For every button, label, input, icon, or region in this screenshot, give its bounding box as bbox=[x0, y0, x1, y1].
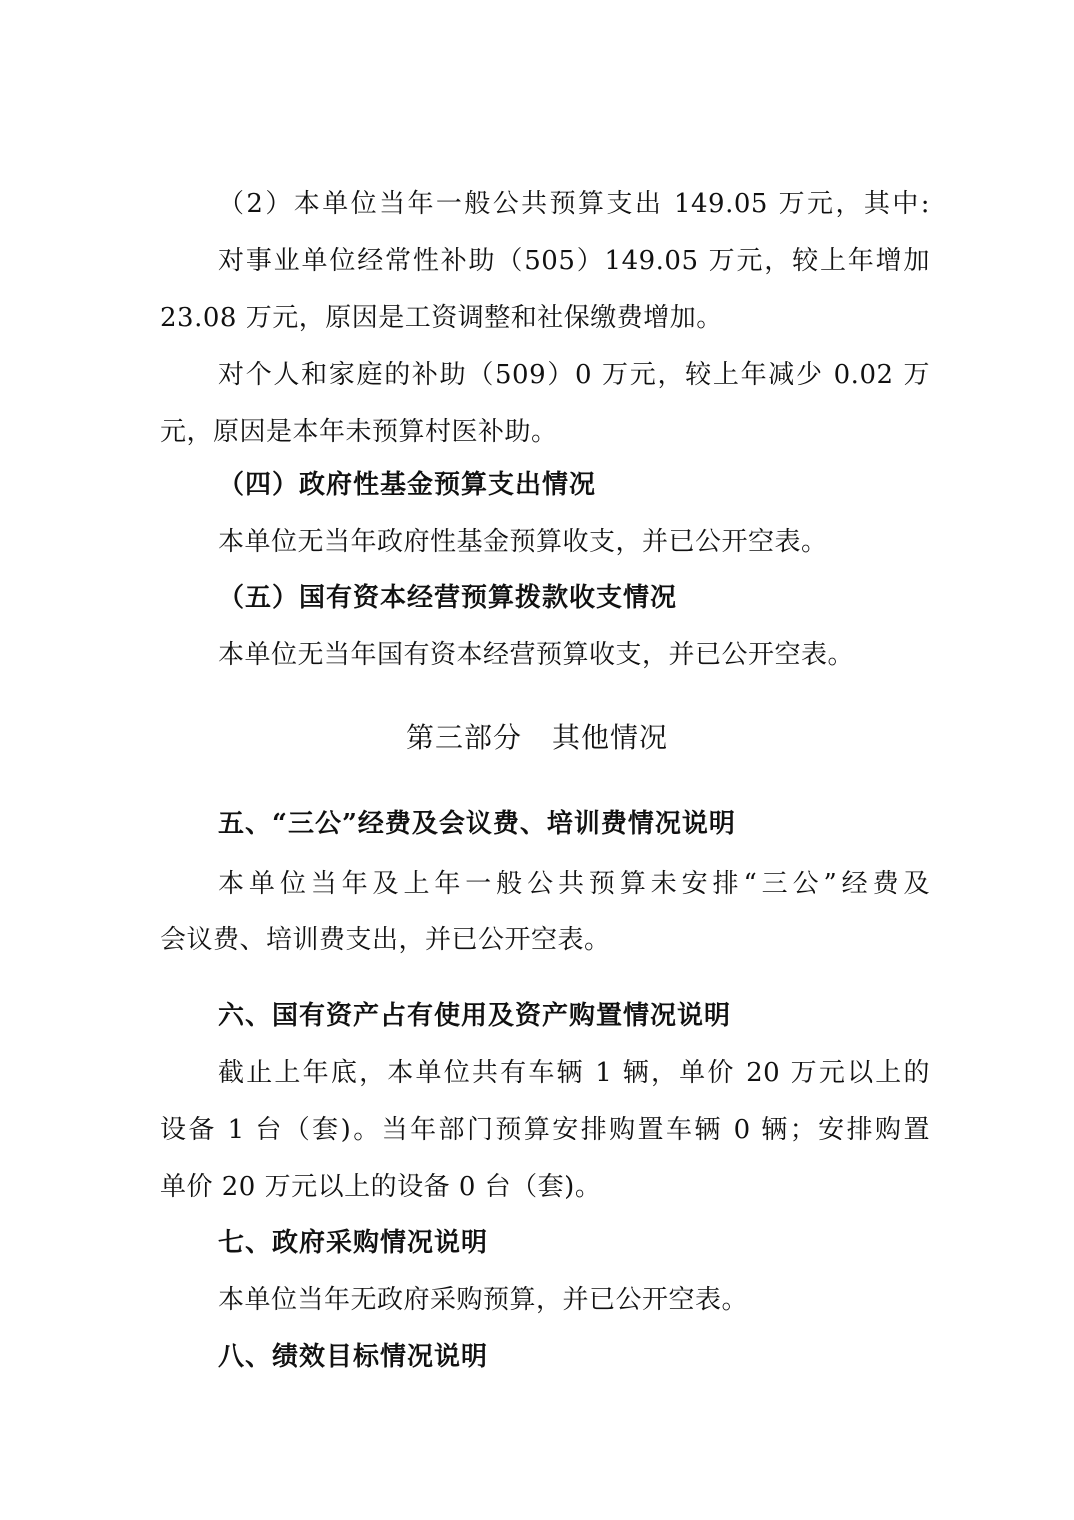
part-three-subtitle: 其他情况 bbox=[552, 721, 669, 754]
paragraph-government-fund-budget: 本单位无当年政府性基金预算收支，并已公开空表。 bbox=[218, 527, 828, 557]
paragraph-subsidy-505-line2: 23.08 万元，原因是工资调整和社保缴费增加。 bbox=[160, 303, 723, 333]
part-three-title bbox=[0, 720, 1074, 756]
part-three-label: 第三部分 bbox=[405, 721, 522, 754]
paragraph-subsidy-509-line1: 对个人和家庭的补助（509）0 万元，较上年减少 0.02 万 bbox=[218, 360, 930, 390]
paragraph-state-assets-line2: 设备 1 台（套)。当年部门预算安排购置车辆 0 辆；安排购置 bbox=[160, 1115, 930, 1145]
paragraph-subsidy-505-line1: 对事业单位经常性补助（505）149.05 万元，较上年增加 bbox=[218, 246, 930, 276]
paragraph-government-procurement: 本单位当年无政府采购预算，并已公开空表。 bbox=[218, 1285, 749, 1315]
heading-state-assets: 六、国有资产占有使用及资产购置情况说明 bbox=[218, 1001, 732, 1031]
paragraph-state-assets-line3: 单价 20 万元以上的设备 0 台（套)。 bbox=[160, 1172, 602, 1202]
paragraph-state-capital-budget: 本单位无当年国有资本经营预算收支，并已公开空表。 bbox=[218, 640, 855, 670]
paragraph-state-assets-line1: 截止上年底，本单位共有车辆 1 辆，单价 20 万元以上的 bbox=[218, 1058, 930, 1088]
paragraph-subsidy-509-line2: 元，原因是本年未预算村医补助。 bbox=[160, 417, 558, 447]
heading-three-public-expenses: 五、“三公”经费及会议费、培训费情况说明 bbox=[218, 809, 736, 839]
paragraph-budget-expenditure-line1: （2）本单位当年一般公共预算支出 149.05 万元，其中: bbox=[218, 189, 930, 219]
heading-government-fund-budget: （四）政府性基金预算支出情况 bbox=[218, 470, 597, 500]
paragraph-three-public-expenses-line2: 会议费、培训费支出，并已公开空表。 bbox=[160, 925, 611, 955]
heading-government-procurement: 七、政府采购情况说明 bbox=[218, 1228, 489, 1258]
heading-state-capital-budget: （五）国有资本经营预算拨款收支情况 bbox=[218, 583, 678, 613]
paragraph-three-public-expenses-line1: 本单位当年及上年一般公共预算未安排“三公”经费及 bbox=[218, 869, 930, 899]
heading-performance-goals: 八、绩效目标情况说明 bbox=[218, 1342, 489, 1372]
